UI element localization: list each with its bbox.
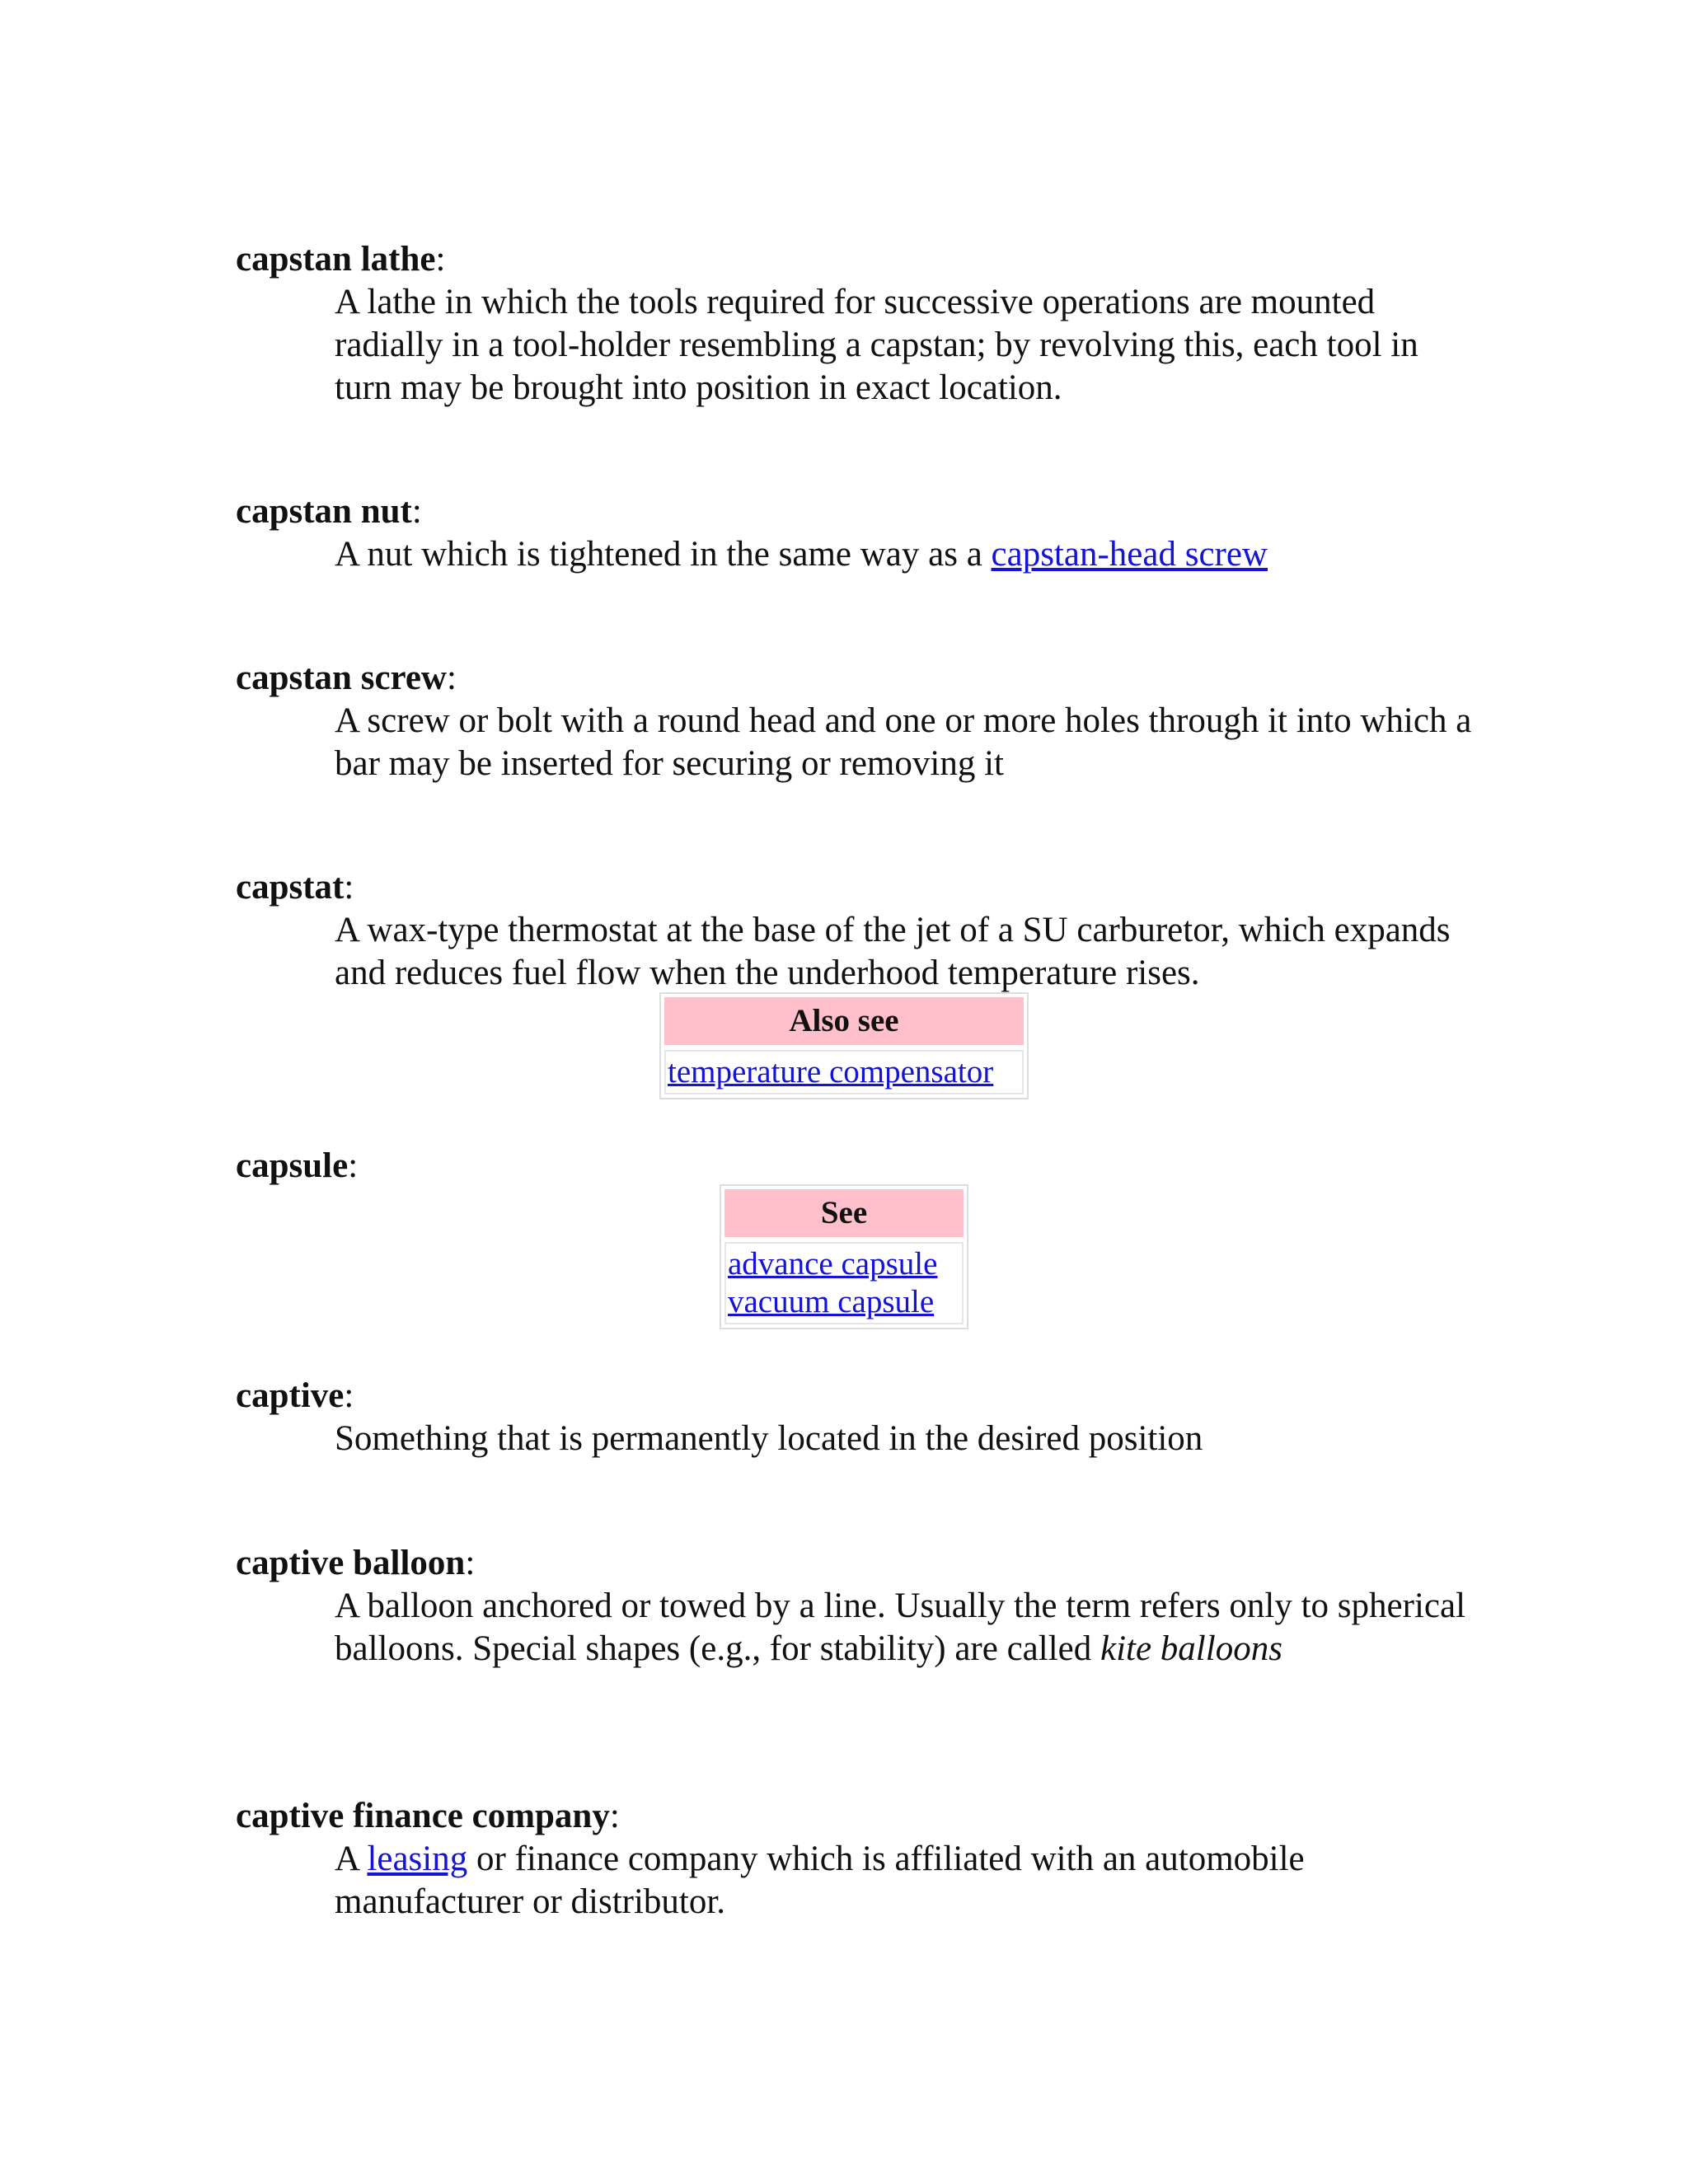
entry-term: captive finance company [236, 1797, 610, 1835]
entry-term: capstan lathe [236, 240, 436, 279]
entry-term-line [236, 1795, 1472, 1838]
entry-definition [335, 1585, 1472, 1671]
entry-term: capstan screw [236, 658, 447, 697]
entry-term: capstat [236, 868, 345, 907]
also-see-heading: Also see [664, 997, 1024, 1045]
vacuum-capsule-link[interactable]: vacuum capsule [728, 1284, 935, 1319]
definition-text: A balloon anchored or towed by a line. Usually the term refers only to spherical balloons. Special shapes (e.g., for stability) are called [335, 1586, 1466, 1668]
term-colon: : [446, 658, 457, 697]
also-see-links [664, 1050, 1024, 1094]
term-colon: : [609, 1797, 620, 1835]
entry-capsule [236, 1145, 1472, 1188]
entry-definition [335, 533, 1472, 576]
definition-text: A nut which is tightened in the same way as a [335, 535, 992, 574]
entry-capstat [236, 866, 1472, 995]
term-colon: : [411, 492, 422, 531]
term-colon: : [344, 868, 354, 907]
entry-term-line [236, 1375, 1472, 1418]
entry-definition: A wax-type thermostat at the base of the jet of a SU carburetor, which expands and reduces fuel flow when the underhood temperature rises. [335, 911, 1451, 992]
entry-term: capstan nut [236, 492, 412, 531]
term-colon: : [344, 1376, 354, 1415]
see-heading: See [724, 1189, 964, 1237]
term-colon: : [435, 240, 446, 279]
term-colon: : [465, 1544, 476, 1582]
see-box [720, 1184, 968, 1329]
entry-term-line [236, 1542, 1472, 1585]
entry-capstan-lathe [236, 238, 1472, 410]
definition-text: A [335, 1840, 368, 1878]
entry-capstan-screw [236, 657, 1472, 785]
temperature-compensator-link[interactable]: temperature compensator [668, 1054, 994, 1090]
see-links [724, 1242, 964, 1324]
entry-term-line [236, 238, 1472, 281]
also-see-box [659, 992, 1029, 1099]
entry-term-line [236, 490, 1472, 533]
entry-term: captive balloon [236, 1544, 466, 1582]
advance-capsule-link[interactable]: advance capsule [728, 1246, 938, 1282]
entry-definition [335, 1838, 1472, 1924]
definition-italic-term: kite balloons [1100, 1629, 1282, 1668]
entry-captive-balloon [236, 1542, 1472, 1671]
entry-captive [236, 1375, 1472, 1460]
entry-term-line [236, 1145, 1472, 1188]
entry-captive-finance-company [236, 1795, 1472, 1924]
entry-term-line [236, 657, 1472, 700]
entry-definition: A screw or bolt with a round head and one or more holes through it into which a bar may be inserted for securing or removing it [335, 701, 1472, 783]
entry-definition: A lathe in which the tools required for successive operations are mounted radially in a tool-holder resembling a capstan; by revolving this, each tool in turn may be brought into position in exact location. [335, 283, 1418, 407]
entry-term: captive [236, 1376, 345, 1415]
capstan-head-screw-link[interactable]: capstan-head screw [991, 535, 1268, 574]
leasing-link[interactable]: leasing [367, 1840, 468, 1878]
entry-definition: Something that is permanently located in the desired position [335, 1419, 1203, 1458]
definition-text: or finance company which is affiliated with an automobile manufacturer or distributor. [335, 1840, 1305, 1921]
entry-capstan-nut [236, 490, 1472, 576]
term-colon: : [348, 1146, 359, 1185]
entry-term-line [236, 866, 1472, 909]
entry-term: capsule [236, 1146, 349, 1185]
